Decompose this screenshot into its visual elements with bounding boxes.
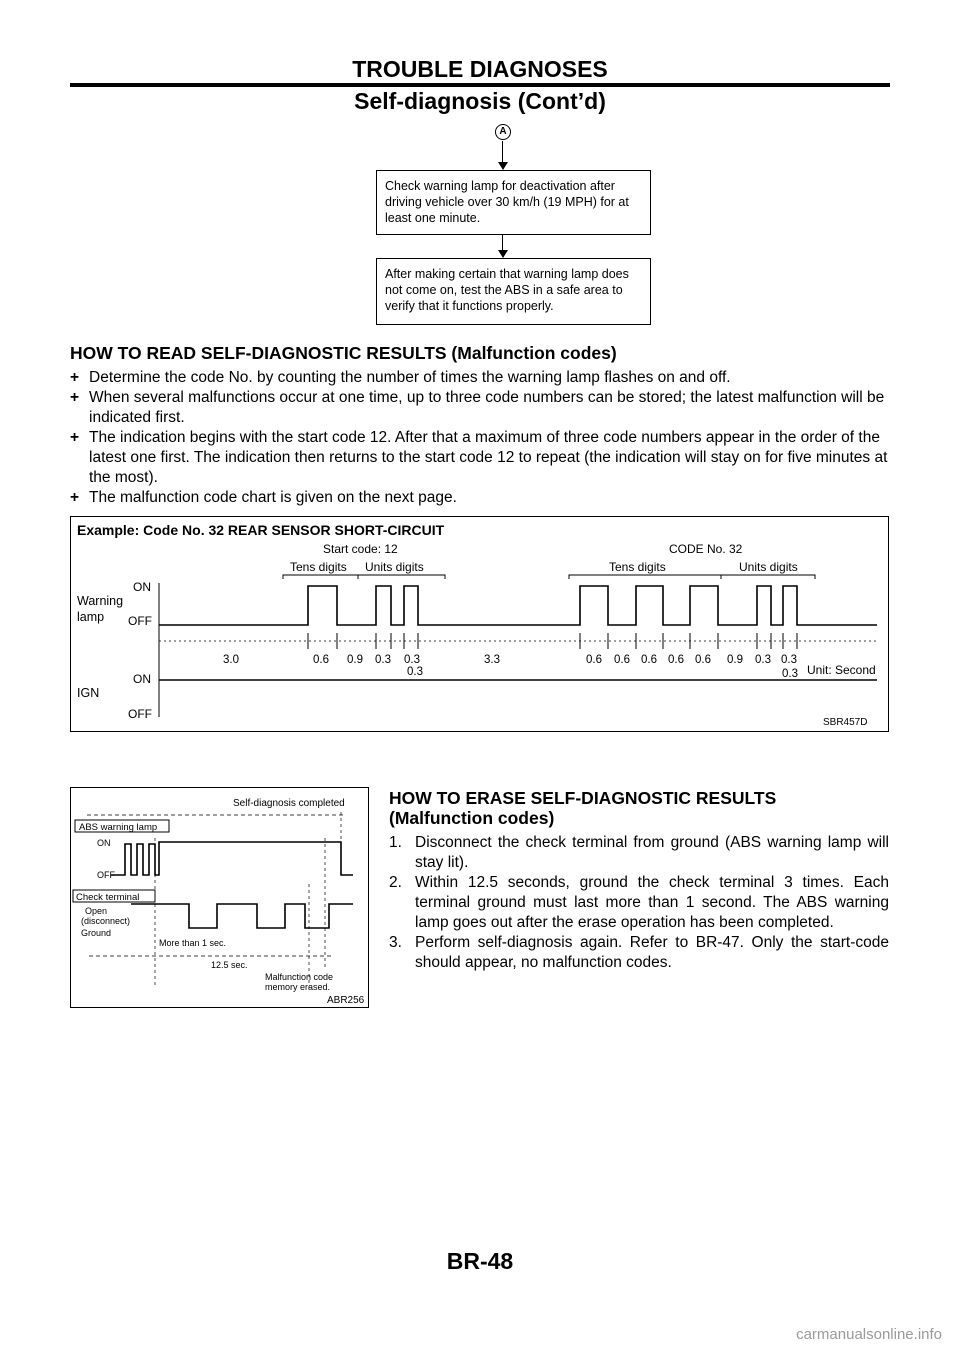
flow-arrow-1-icon — [498, 162, 508, 170]
svg-text:0.9: 0.9 — [347, 654, 363, 666]
digit-brackets — [283, 575, 815, 579]
svg-text:0.6: 0.6 — [313, 654, 329, 666]
example-title: Example: Code No. 32 REAR SENSOR SHORT-CIRCUIT — [77, 522, 445, 538]
bullet-icon: + — [70, 489, 80, 506]
erase-off-label: OFF — [97, 870, 115, 880]
more-than-label: More than 1 sec. — [159, 938, 227, 948]
on-label-1: ON — [133, 580, 151, 594]
on-label-2: ON — [133, 672, 151, 686]
lamp-label: lamp — [77, 610, 105, 624]
off-label-1: OFF — [128, 614, 152, 628]
memory-label: memory erased. — [265, 982, 331, 992]
svg-text:0.3: 0.3 — [781, 654, 797, 666]
sec-12-5-label: 12.5 sec. — [211, 960, 248, 970]
units-digits-label-2: Units digits — [739, 560, 798, 574]
unit-label: Unit: Second — [807, 663, 876, 677]
header-rule — [70, 83, 890, 87]
bullet-icon: + — [70, 429, 80, 446]
tens-digits-label-2: Tens digits — [609, 560, 666, 574]
section-header-subtitle: Self-diagnosis (Cont’d) — [354, 88, 606, 114]
list-item: + Determine the code No. by counting the number of times the warning lamp flashes on and off. — [70, 369, 731, 386]
ground-label: Ground — [81, 928, 112, 938]
list-item: + When several malfunctions occur at one time, up to three code numbers can be stored; the latest malfunction will be indicated first. — [70, 389, 885, 426]
bullet-icon: + — [70, 389, 80, 406]
svg-text:0.6: 0.6 — [614, 654, 630, 666]
warning-lamp-waveform — [159, 586, 877, 625]
code-no-label: CODE No. 32 — [669, 542, 743, 556]
svg-text:0.3: 0.3 — [404, 654, 420, 666]
connector-a-icon: A — [495, 124, 511, 140]
ign-label: IGN — [77, 686, 100, 700]
check-terminal-waveform — [131, 904, 353, 928]
watermark-link[interactable]: carmanualsonline.info — [796, 1326, 942, 1343]
bullet-icon: + — [70, 369, 80, 386]
start-code-label: Start code: 12 — [323, 542, 398, 556]
abs-lamp-label: ABS warning lamp — [79, 822, 158, 833]
timing-ticks — [308, 633, 797, 649]
svg-text:0.3: 0.3 — [782, 668, 798, 680]
timing-values — [223, 654, 798, 680]
fig-id-sbr457d: SBR457D — [823, 717, 868, 728]
svg-text:0.3: 0.3 — [375, 654, 391, 666]
list-item: 1. Disconnect the check terminal from ground (ABS warning lamp will stay lit). — [389, 834, 889, 871]
abs-lamp-waveform — [111, 842, 353, 875]
svg-text:0.9: 0.9 — [727, 654, 743, 666]
page-number: BR-48 — [446, 1248, 514, 1274]
flow-line-1 — [502, 141, 503, 163]
open-label: Open — [85, 906, 108, 916]
erase-on-label: ON — [97, 838, 111, 848]
malfunction-label: Malfunction code — [265, 972, 334, 982]
check-terminal-label: Check terminal — [76, 892, 140, 903]
disconnect-label: (disconnect) — [81, 916, 131, 926]
erase-timing-figure — [70, 787, 369, 1008]
list-item: + The malfunction code chart is given on the next page. — [70, 489, 457, 506]
list-item: 2. Within 12.5 seconds, ground the check terminal 3 times. Each terminal ground must last more than 1 second. The ABS warning lamp goes out after the erase operation has been completed. — [389, 874, 889, 931]
flow-box-test-abs: After making certain that warning lamp does not come on, test the ABS in a safe area to verify that it functions properly. — [376, 258, 651, 325]
flow-line-2 — [502, 235, 503, 251]
flow-arrow-2-icon — [498, 250, 508, 258]
units-digits-label-1: Units digits — [365, 560, 424, 574]
section-header-title: TROUBLE DIAGNOSES — [352, 56, 608, 82]
svg-text:0.6: 0.6 — [695, 654, 711, 666]
svg-text:3.0: 3.0 — [223, 654, 239, 666]
erase-section-subtitle: (Malfunction codes) — [389, 808, 555, 828]
fig-id-abr256: ABR256 — [327, 995, 365, 1006]
timing-chart-figure — [70, 516, 889, 732]
svg-text:0.3: 0.3 — [755, 654, 771, 666]
erase-timing-svg — [71, 788, 368, 1007]
completed-label: Self-diagnosis completed — [233, 798, 345, 809]
list-item: + The indication begins with the start code 12. After that a maximum of three code numbers appear in the order of the latest one first. The indication then returns to the start code 12 to repeat (the indication will stay on for five minutes at the most). — [70, 429, 888, 486]
timing-chart-svg — [71, 517, 888, 731]
read-bullet-list — [70, 368, 890, 508]
erase-section-title: HOW TO ERASE SELF-DIAGNOSTIC RESULTS — [389, 788, 777, 808]
read-section-title: HOW TO READ SELF-DIAGNOSTIC RESULTS (Malfunction codes) — [70, 343, 617, 363]
svg-text:3.3: 3.3 — [484, 654, 500, 666]
svg-text:0.6: 0.6 — [641, 654, 657, 666]
svg-text:0.6: 0.6 — [586, 654, 602, 666]
tens-digits-label-1: Tens digits — [290, 560, 347, 574]
svg-text:0.6: 0.6 — [668, 654, 684, 666]
warning-label: Warning — [77, 594, 124, 608]
svg-text:0.3: 0.3 — [407, 666, 423, 678]
list-item: 3. Perform self-diagnosis again. Refer to BR-47. Only the start-code should appear, no malfunction codes. — [389, 934, 889, 971]
off-label-2: OFF — [128, 707, 152, 721]
erase-steps-list — [389, 833, 889, 973]
flow-box-check-lamp: Check warning lamp for deactivation after driving vehicle over 30 km/h (19 MPH) for at least one minute. — [376, 170, 651, 235]
